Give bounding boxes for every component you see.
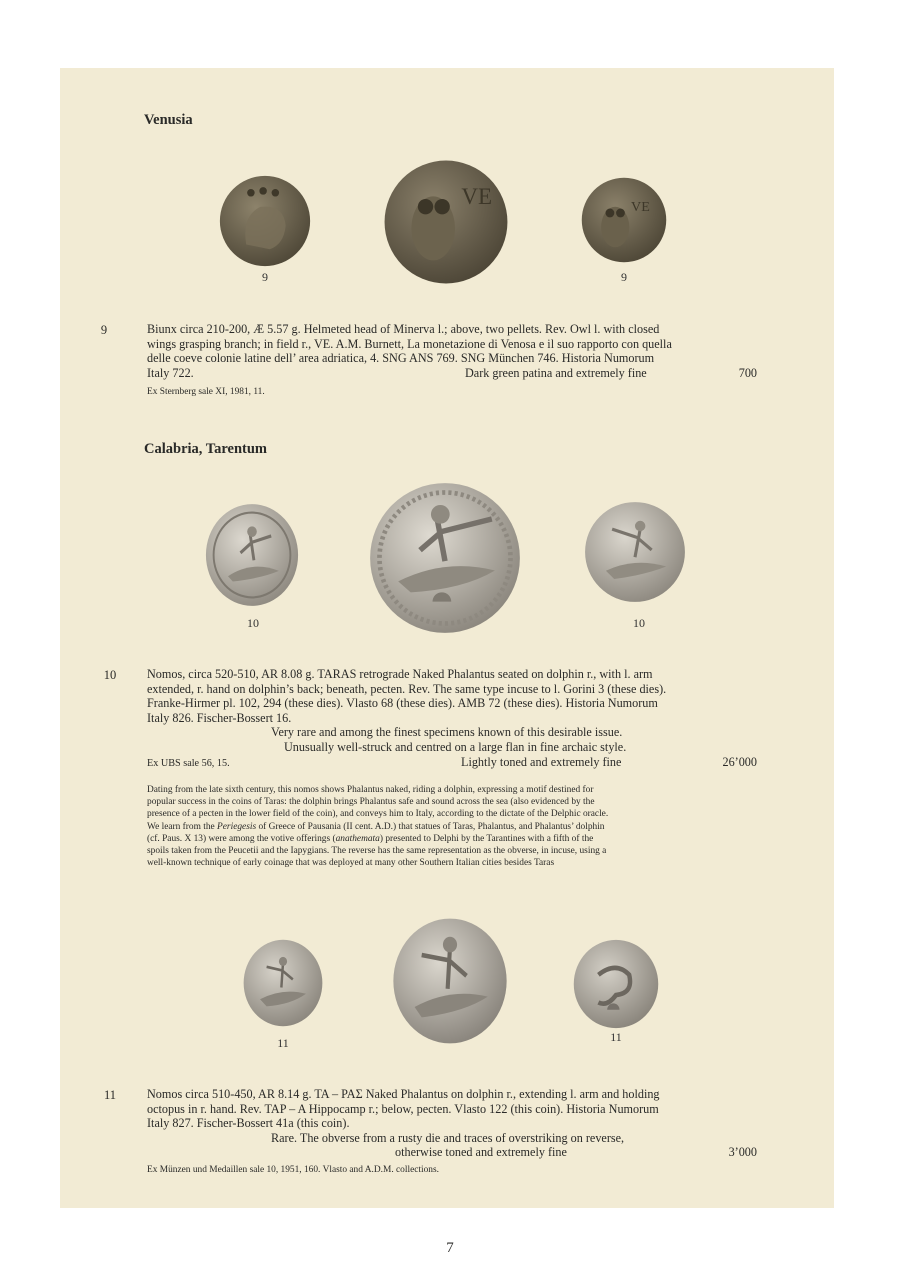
catalogue-panel (60, 68, 834, 1208)
coin-image-11-obverse (242, 938, 324, 1028)
coin-label: 9 (621, 270, 627, 284)
coin-label: 11 (610, 1030, 622, 1044)
lot-number-11: 11 (103, 1088, 117, 1102)
description-line: Italy 827. Fischer-Bossert 41a (this coin). (147, 1116, 350, 1131)
commentary-line: presence of a pecten in the lower field of the coin), and conveys him to Italy, according to the dictate of the Delphic oracle. (147, 809, 609, 820)
lot-9-description (147, 322, 757, 380)
commentary-line: spoils taken from the Peucetii and the Iapygians. The reverse has the same representation as the obverse, in incuse, using a (147, 846, 607, 857)
estimate: 700 (738, 365, 757, 380)
description-line: extended, r. hand on dolphin’s back; beneath, pecten. Rev. The same type incuse to l. Gorini 3 (these dies). (147, 681, 667, 696)
coin-image-11-enlarged (391, 916, 509, 1046)
description-line: wings grasping branch; in field r., VE. A.M. Burnett, La monetazione di Venosa e il suo rapporto con quella (147, 336, 672, 351)
coin-image-10-enlarged (367, 480, 523, 636)
commentary-line: (cf. Paus. X 13) were among the votive offerings (anathemata) presented to Delphi by the Tarantines with a fifth of the (147, 833, 594, 844)
coin-image-9-enlarged (380, 158, 512, 286)
commentary-line: well-known technique of early coinage that was deployed at many other Southern Italian cities besides Taras (147, 858, 555, 869)
lot-11-description (147, 1087, 757, 1160)
lot-10-description (147, 667, 757, 769)
lot-number-9: 9 (100, 323, 108, 337)
remark-line: Rare. The obverse from a rusty die and traces of overstriking on reverse, (271, 1130, 625, 1145)
description-line-end: Italy 722. (147, 365, 194, 380)
estimate: 26’000 (722, 754, 757, 769)
provenance: Ex Münzen und Medaillen sale 10, 1951, 160. Vlasto and A.D.M. collections. (147, 1165, 439, 1175)
lot-number-10: 10 (103, 668, 117, 682)
description-line: Nomos, circa 520-510, AR 8.08 g. TARAS retrograde Naked Phalantus seated on dolphin r., with l. arm (147, 667, 653, 681)
section-title-tarentum: Calabria, Tarentum (144, 441, 268, 457)
estimate: 3’000 (728, 1145, 757, 1160)
coin-image-11-reverse (572, 938, 660, 1030)
commentary-line: We learn from the Periegesis of Greece of Pausania (II cent. A.D.) that statues of Taras, Phalantus, and Phalantus’ dolphin (147, 821, 605, 832)
coin-image-10-obverse (204, 502, 300, 608)
section-title-venusia: Venusia (144, 112, 193, 128)
page-number: 7 (446, 1240, 454, 1256)
remark-line: Unusually well-struck and centred on a large flan in fine archaic style. (284, 739, 627, 754)
provenance: Ex Sternberg sale XI, 1981, 11. (147, 387, 265, 397)
commentary-line: popular success in the coins of Taras: the dolphin brings Phalantus safe and sound across the sea (also evidenced by the (147, 797, 595, 808)
description-line: Franke-Hirmer pl. 102, 294 (these dies). Vlasto 68 (these dies). AMB 72 (these dies). Historia Numorum (147, 696, 658, 711)
condition: Dark green patina and extremely fine (465, 365, 647, 380)
coin-label: 10 (633, 616, 645, 630)
lot-10-commentary (147, 784, 757, 869)
description-line: octopus in r. hand. Rev. TAP – A Hippocamp r.; below, pecten. Vlasto 122 (this coin). Historia Numorum (147, 1101, 659, 1116)
coin-image-9-obverse (218, 174, 312, 268)
coin-image-10-reverse (583, 500, 687, 604)
description-line: Italy 826. Fischer-Bossert 16. (147, 710, 292, 725)
condition: otherwise toned and extremely fine (395, 1145, 567, 1160)
coin-label: 11 (277, 1036, 289, 1050)
condition-line (147, 1145, 757, 1160)
description-line: Biunx circa 210-200, Æ 5.57 g. Helmeted head of Minerva l.; above, two pellets. Rev. Owl l. with closed (147, 322, 660, 336)
coin-label: 9 (262, 270, 268, 284)
svg-text:VE: VE (631, 199, 650, 216)
coin-image-9-reverse (579, 176, 669, 264)
description-line: Nomos circa 510-450, AR 8.14 g. TA – PAΣ Naked Phalantus on dolphin r., extending l. arm and holding (147, 1087, 660, 1101)
condition: Lightly toned and extremely fine (461, 754, 622, 769)
svg-text:VE: VE (461, 183, 493, 210)
commentary-line: Dating from the late sixth century, this nomos shows Phalantus naked, riding a dolphin, expressing a motif destined for (147, 785, 594, 795)
description-line: delle coeve colonie latine dell’ area adriatica, 4. SNG ANS 769. SNG München 746. Historia Numorum (147, 351, 655, 366)
provenance: Ex UBS sale 56, 15. (147, 757, 230, 769)
remark-line: Very rare and among the finest specimens known of this desirable issue. (271, 725, 623, 740)
coin-label: 10 (247, 616, 259, 630)
provenance-line (147, 755, 757, 770)
description-line (147, 366, 757, 381)
